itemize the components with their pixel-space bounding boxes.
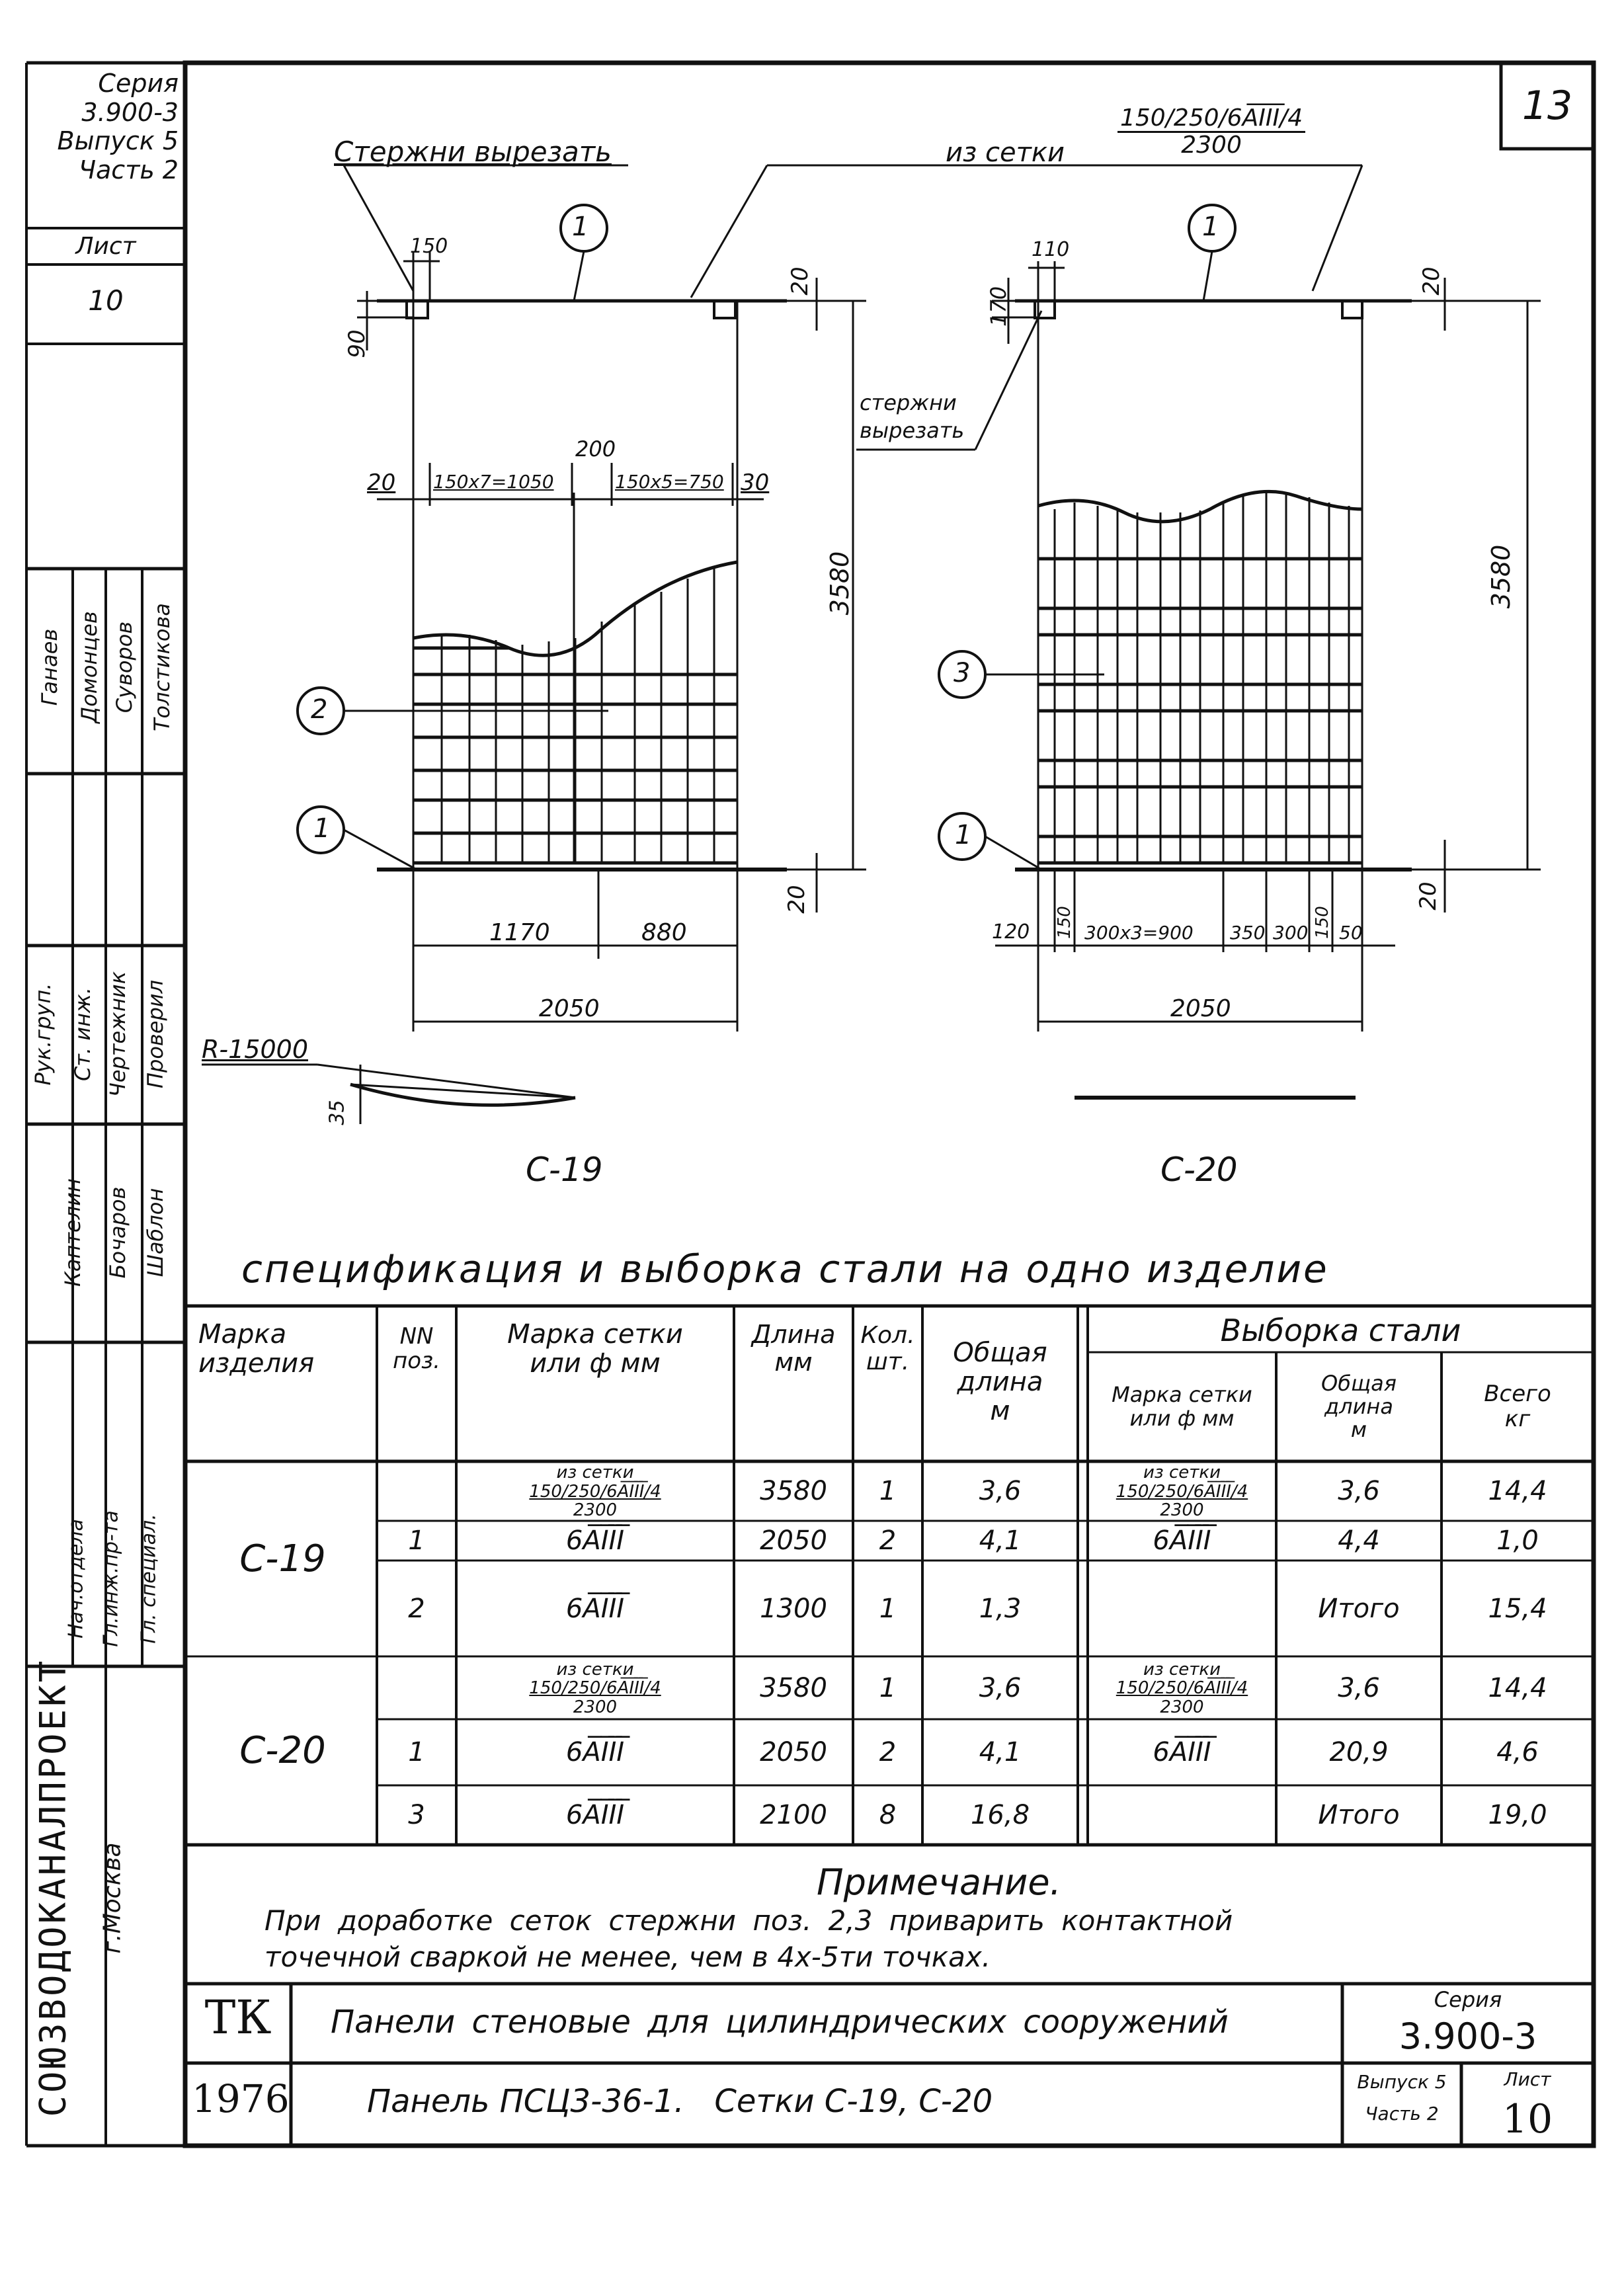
table-cell-length: 2100: [760, 1800, 827, 1830]
th-qty-line2: шт.: [866, 1348, 910, 1375]
table-cell-length: 2050: [760, 1737, 827, 1767]
c20-dim-20: 20: [1418, 266, 1445, 296]
th-total-line2: длина: [957, 1367, 1043, 1397]
c19-pos-1-bottom: 1: [313, 813, 331, 844]
c20-dim-50: 50: [1339, 922, 1363, 944]
table-cell-steel-mark: [1088, 1463, 1276, 1521]
c20-cut-line2: вырезать: [860, 418, 965, 443]
sidebar-series-number: 3.900-3: [81, 97, 179, 127]
c19-height: 3580: [825, 551, 854, 616]
c19-pos-1-top: 1: [572, 212, 589, 242]
mesh-line: 150/250/6A̅I̅I̅I̅/4: [529, 1678, 661, 1699]
table-cell-mesh: [456, 1463, 734, 1521]
tb-issue-line2: Часть 2: [1365, 2103, 1439, 2125]
sidebar-series-label: Серия: [98, 69, 179, 98]
table-cell-pos: [377, 1656, 456, 1719]
th-steel-total: [1441, 1356, 1594, 1458]
mesh-ref-numerator: 150/250/6A̅I̅I̅I̅/4: [1117, 106, 1305, 133]
th-steel: Выборка стали: [1220, 1313, 1461, 1349]
c20-pos-1-top: 1: [1202, 212, 1219, 242]
th-pos-line1: NN: [399, 1322, 434, 1350]
table-cell-length: 1300: [760, 1593, 827, 1624]
table-cell-steel-mark: 6A̅I̅I̅I̅: [1153, 1737, 1211, 1767]
c20-cut-line1: стержни: [860, 390, 957, 415]
table-cell-mesh: 6A̅I̅I̅I̅: [565, 1593, 625, 1624]
th-qty: [853, 1313, 922, 1385]
table-cell-qty: 2: [879, 1737, 897, 1767]
table-cell-pos: 1: [408, 1525, 425, 1556]
c19-dim-1170: 1170: [489, 919, 550, 946]
table-cell-qty: 2: [879, 1525, 897, 1556]
th-length-line2: мм: [774, 1348, 813, 1377]
th-qty-line1: Кол.: [860, 1322, 915, 1350]
group-mark: С-20: [239, 1728, 326, 1772]
table-cell-length: 2050: [760, 1525, 827, 1556]
tb-sheet-value: 10: [1502, 2096, 1553, 2142]
steel-mark-line: из сетки: [1143, 1659, 1221, 1680]
table-cell-qty: 1: [879, 1593, 897, 1624]
mesh-ref-top: [1117, 106, 1305, 158]
c20-width: 2050: [1170, 995, 1231, 1022]
mesh-ref-denominator: 2300: [1181, 131, 1242, 159]
table-cell-length: 3580: [760, 1672, 827, 1703]
table-cell-total: 3,6: [979, 1672, 1022, 1703]
note-title: Примечание.: [817, 1861, 1061, 1903]
table-cell-steel-length: 20,9: [1329, 1737, 1389, 1767]
table-cell-steel-length: Итого: [1318, 1800, 1400, 1830]
sidebar-dept-role: Гл. специал.: [137, 1514, 161, 1644]
mesh-line: 2300: [573, 1697, 618, 1717]
th-mark-line2: изделия: [198, 1348, 315, 1379]
table-cell-total: 1,3: [979, 1593, 1022, 1624]
table-cell-pos: 2: [408, 1593, 425, 1624]
mesh-line: из сетки: [556, 1659, 634, 1680]
sidebar-role-name: Домонцев: [77, 611, 102, 723]
th-mesh-line1: Марка сетки: [507, 1319, 683, 1350]
steel-mark-line: из сетки: [1143, 1463, 1221, 1483]
sidebar-sheet-label: Лист: [75, 233, 136, 260]
th-steel-total-line1: Всего: [1484, 1381, 1551, 1408]
c20-dim-150b: 150: [1313, 906, 1332, 939]
tb-series-value: 3.900-3: [1399, 2015, 1537, 2057]
table-cell-steel-length: Итого: [1318, 1593, 1400, 1624]
table-cell-mesh: 6A̅I̅I̅I̅: [565, 1737, 625, 1767]
tb-title-2: Панель ПСЦ3-36-1. Сетки С-19, С-20: [367, 2083, 993, 2120]
c19-dim-20: 20: [787, 266, 813, 296]
th-mark-line1: Марка: [198, 1319, 287, 1350]
steel-mark-line: 2300: [1160, 1697, 1204, 1717]
table-cell-qty: 1: [879, 1672, 897, 1703]
sidebar-role: Рук.груп.: [30, 983, 56, 1086]
sidebar-city: г.Москва: [99, 1842, 126, 1954]
table-cell-pos: [377, 1461, 456, 1521]
c20-dim-120: 120: [992, 920, 1030, 944]
spec-title: спецификация и выборка стали на одно изделие: [241, 1246, 1329, 1291]
sidebar-dept-role: Нач.отдела: [64, 1519, 88, 1639]
sidebar-org-name: СОЮЗВОДОКАНАЛПРОЕКТ: [32, 1658, 74, 2117]
c19-width: 2050: [539, 995, 600, 1022]
table-cell-steel-kg: 1,0: [1496, 1525, 1539, 1556]
table-cell-steel-kg: 15,4: [1488, 1593, 1547, 1624]
page-number: 13: [1522, 83, 1573, 129]
c19-spacing-30: 30: [741, 469, 770, 496]
th-mesh-line2: или ф мм: [530, 1348, 661, 1379]
table-cell-qty: 1: [879, 1476, 897, 1506]
th-mark: [188, 1313, 384, 1385]
sidebar-dept-name: Шаблон: [143, 1188, 168, 1278]
table-cell-pos: 1: [408, 1737, 425, 1767]
note-line-2: точечной сваркой не менее, чем в 4х-5ти точках.: [264, 1941, 991, 1973]
th-total-line1: Общая: [953, 1338, 1047, 1368]
sidebar-role: Чертежник: [105, 971, 130, 1098]
sidebar-role: Ст. инж.: [70, 987, 95, 1082]
th-total-line3: м: [990, 1396, 1010, 1426]
table-cell-steel-mark: 6A̅I̅I̅I̅: [1153, 1525, 1211, 1556]
c20-dim-170: 170: [986, 286, 1011, 327]
sidebar-role: Проверил: [143, 979, 168, 1089]
c19-dim-150: 150: [410, 235, 448, 258]
c19-label: С-19: [526, 1151, 603, 1189]
th-steel-total-line2: кг: [1504, 1405, 1531, 1432]
c19-radius: R-15000: [202, 1035, 308, 1064]
table-cell-total: 3,6: [979, 1476, 1022, 1506]
th-steel-mark: [1088, 1356, 1276, 1458]
th-steel-len-line2: длина: [1324, 1393, 1393, 1419]
tb-year: 1976: [192, 2076, 290, 2121]
c19-pos-2: 2: [311, 694, 328, 725]
th-pos: [377, 1313, 456, 1385]
tb-title-1: Панели стеновые для цилиндрических сооружений: [331, 2004, 1229, 2041]
table-cell-steel-mark: [1088, 1658, 1276, 1719]
callout-from-mesh: из сетки: [946, 138, 1065, 168]
table-cell-mesh: 6A̅I̅I̅I̅: [565, 1525, 625, 1556]
th-steel-mark-line2: или ф мм: [1129, 1405, 1235, 1431]
table-cell-total: 16,8: [970, 1800, 1030, 1830]
table-cell-qty: 8: [879, 1800, 897, 1830]
table-cell-pos: 3: [408, 1800, 425, 1830]
c19-spacing-left: 150x7=1050: [433, 471, 554, 493]
sidebar-issue: Выпуск 5: [57, 126, 179, 156]
callout-cut-rods: Стержни вырезать: [334, 136, 612, 168]
th-total-length: [922, 1313, 1078, 1451]
tb-code: ТК: [204, 1990, 272, 2045]
c19-spacing-right: 150x5=750: [615, 471, 724, 493]
sidebar-role-name: Суворов: [112, 621, 137, 713]
c20-dim-bottom-20: 20: [1415, 881, 1441, 911]
sidebar-dept-name: Каптелин: [60, 1178, 85, 1287]
sidebar-role-name: Ганаев: [37, 628, 62, 706]
sidebar-dept-name: Бочаров: [105, 1186, 130, 1279]
table-cell-steel-kg: 4,6: [1496, 1737, 1539, 1767]
c20-pos-1-bottom: 1: [955, 820, 972, 850]
group-mark: С-19: [239, 1537, 326, 1580]
mesh-line: 150/250/6A̅I̅I̅I̅/4: [529, 1481, 661, 1502]
c20-height: 3580: [1486, 544, 1516, 609]
th-length: [734, 1313, 853, 1385]
table-cell-total: 4,1: [979, 1525, 1022, 1556]
c20-dim-300x3: 300x3=900: [1084, 922, 1194, 944]
c20-dim-110: 110: [1032, 238, 1070, 261]
table-cell-steel-length: 3,6: [1338, 1672, 1380, 1703]
table-cell-steel-length: 4,4: [1338, 1525, 1380, 1556]
steel-mark-line: 2300: [1160, 1500, 1204, 1521]
note-line-1: При доработке сеток стержни поз. 2,3 приварить контактной: [264, 1904, 1233, 1937]
mesh-line: из сетки: [556, 1463, 634, 1483]
sidebar-role-name: Толстикова: [149, 603, 175, 731]
sidebar-dept-role: Гл.инж.пр-та: [99, 1510, 123, 1647]
c19-spacing-20: 20: [367, 469, 396, 496]
mesh-line: 2300: [573, 1500, 618, 1521]
th-steel-length: [1276, 1356, 1441, 1458]
th-steel-len-line1: Общая: [1321, 1370, 1397, 1396]
table-cell-length: 3580: [760, 1476, 827, 1506]
c20-dim-350: 350: [1230, 922, 1266, 944]
table-cell-mesh: [456, 1658, 734, 1719]
table-cell-steel-kg: 19,0: [1488, 1800, 1547, 1830]
c20-pos-3: 3: [954, 658, 971, 688]
sidebar-part: Часть 2: [78, 155, 179, 185]
th-steel-len-line3: м: [1350, 1417, 1367, 1443]
tb-sheet-label: Лист: [1504, 2068, 1551, 2090]
table-cell-steel-kg: 14,4: [1488, 1476, 1547, 1506]
sidebar-sheet-number: 10: [88, 284, 124, 317]
tb-issue-line1: Выпуск 5: [1357, 2071, 1447, 2093]
c20-label: С-20: [1160, 1151, 1238, 1189]
c20-dim-150a: 150: [1055, 906, 1075, 939]
th-pos-line2: поз.: [393, 1348, 440, 1374]
steel-mark-line: 150/250/6A̅I̅I̅I̅/4: [1116, 1481, 1248, 1502]
c19-dim-bottom-20: 20: [784, 885, 810, 914]
c20-dim-300: 300: [1273, 922, 1309, 944]
sidebar-series-block: [33, 69, 179, 185]
steel-mark-line: 150/250/6A̅I̅I̅I̅/4: [1116, 1678, 1248, 1699]
table-cell-mesh: 6A̅I̅I̅I̅: [565, 1800, 625, 1830]
th-mesh: [456, 1313, 734, 1385]
c19-deflection: 35: [325, 1100, 349, 1125]
c19-dim-880: 880: [641, 919, 687, 946]
c19-dim-90: 90: [344, 329, 370, 358]
table-cell-steel-length: 3,6: [1338, 1476, 1380, 1506]
th-steel-mark-line1: Марка сетки: [1112, 1382, 1252, 1408]
tb-series-label: Серия: [1434, 1987, 1502, 2012]
th-length-line1: Длина: [751, 1320, 836, 1350]
c19-spacing-200: 200: [575, 436, 616, 462]
table-cell-total: 4,1: [979, 1737, 1022, 1767]
table-cell-steel-kg: 14,4: [1488, 1672, 1547, 1703]
